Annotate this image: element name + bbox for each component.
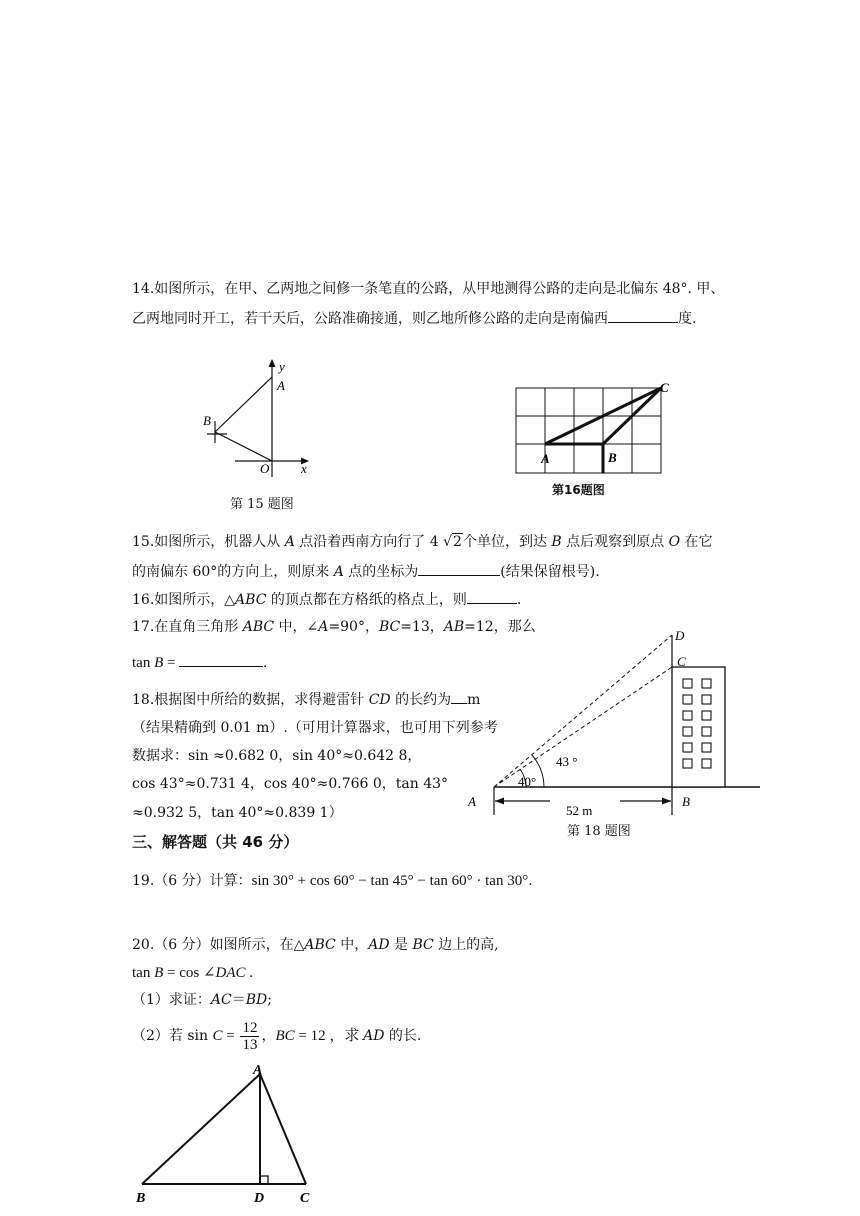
fig16-label-c: C — [660, 380, 669, 395]
q20-math: . — [245, 965, 254, 981]
q15-text: 15.如图所示，机器人从 — [132, 534, 285, 550]
q15-text: 点后观察到原点 — [561, 534, 669, 550]
q14-text2b: 度. — [678, 311, 697, 327]
q20-text: 边上的高, — [433, 937, 499, 953]
q15-line2 — [132, 561, 600, 582]
q20-text: （1）求证： — [132, 992, 211, 1008]
q20-var: AD — [368, 937, 390, 953]
q14-line1 — [132, 279, 724, 299]
fig18-label-b: B — [682, 794, 690, 809]
q20-text: 是 — [389, 937, 413, 953]
q19-expression: sin 30° + cos 60° − tan 45° − tan 60° · tan 30° — [251, 873, 529, 889]
q20-var: C — [212, 1028, 223, 1044]
q20-line2 — [132, 963, 253, 983]
q15-point-a: A — [333, 564, 344, 580]
q17-var: ABC — [242, 619, 275, 635]
q18-line2: （结果精确到 0.01 m）.（可用计算器求，也可用下列参考 — [132, 720, 498, 736]
fig18-label-dist: 52 m — [566, 803, 593, 818]
q15-sqrt-value: 2 — [453, 534, 462, 550]
q16-answer-blank[interactable] — [467, 589, 517, 604]
q18-text: 的长约为 — [390, 692, 452, 708]
fig18-building — [672, 667, 725, 787]
q17-period: . — [263, 655, 267, 671]
q17-answer-blank[interactable] — [179, 652, 263, 667]
fig18-label-d: D — [675, 628, 685, 643]
q15-text: 在它 — [680, 534, 713, 550]
q20-text: 20.（6 分）如图所示，在△ — [132, 937, 305, 953]
q18-cd: CD — [368, 692, 391, 708]
q20-var: BC — [412, 937, 434, 953]
section-heading: 三、解答题（共 46 分） — [132, 833, 299, 851]
q14-text1: 14.如图所示，在甲、乙两地之间修一条笔直的公路，从甲地测得公路的走向是北偏东 48°. 甲、 — [132, 281, 725, 297]
q20-text: ＝ — [231, 992, 246, 1008]
q17-text: =12，那么 — [464, 619, 536, 635]
fig15-label-y: y — [279, 359, 285, 374]
q20-text: 中， — [335, 937, 369, 953]
fig15-segment-bo — [215, 432, 272, 461]
q17-text: =90°， — [328, 619, 379, 635]
q20-line1 — [132, 935, 499, 955]
fig18-label-angle40: 40° — [518, 774, 537, 789]
q15-text: 点沿着西南方向行了 4 — [294, 534, 444, 550]
figure-18 — [462, 625, 767, 830]
q17-text: 17.在直角三角形 — [132, 619, 243, 635]
q17-var-b: B — [154, 655, 164, 671]
fig20-segment-ac — [260, 1074, 306, 1184]
fig16-caption: 第16题图 — [552, 483, 605, 497]
q18-line4: cos 43°≈0.731 4，cos 40°≈0.766 0，tan 43° — [132, 776, 449, 792]
q16-text: 16.如图所示，△ — [132, 592, 236, 608]
q17-equals: = — [163, 655, 180, 671]
q19-label: 19.（6 分）计算： — [132, 873, 252, 889]
q16-triangle: ABC — [235, 592, 267, 608]
fig18-label-c: C — [677, 654, 686, 669]
fig15-label-o: O — [260, 461, 270, 476]
q20-math: = 12 ，求 — [294, 1028, 364, 1044]
q18-line3: 数据求：sin ≈0.682 0，sin 40°≈0.642 8， — [132, 748, 422, 764]
q18-unit: m — [467, 692, 481, 708]
q20-fraction-numerator: 12 — [242, 1019, 258, 1036]
fig18-sightline-d — [494, 635, 672, 787]
q18-line5: ≈0.932 5，tan 40°≈0.839 1） — [132, 805, 343, 821]
fig20-right-angle-mark — [260, 1176, 268, 1184]
q19-period: . — [528, 873, 533, 889]
fig20-segment-ba — [142, 1074, 260, 1184]
fig16-grid — [516, 388, 661, 473]
q20-math: = — [222, 1028, 239, 1044]
q20-text: ; — [267, 992, 272, 1008]
fig20-label-d: D — [254, 1191, 265, 1206]
q15-point-a: A — [284, 534, 295, 550]
fig20-label-a: A — [253, 1063, 263, 1078]
q16-line — [132, 589, 521, 610]
q17-text: =13， — [400, 619, 444, 635]
fig18-label-a: A — [468, 794, 476, 809]
fig18-arrowhead-left — [495, 798, 504, 805]
q15-text: 个单位，到达 — [462, 534, 552, 550]
q15-point-o: O — [668, 534, 681, 550]
q20-math: = cos ∠ — [163, 965, 216, 981]
q20-var: DAC — [215, 965, 246, 981]
q20-line4 — [132, 1018, 421, 1054]
q18-text: 18.根据图中所给的数据，求得避雷针 — [132, 692, 369, 708]
fig16-label-a: A — [541, 451, 550, 466]
q16-text: . — [516, 592, 522, 608]
q20-fraction — [240, 1020, 259, 1053]
q20-text: 的长. — [384, 1028, 422, 1044]
q17-equation — [132, 652, 267, 673]
q20-var: BC — [275, 1028, 295, 1044]
q20-math: tan — [132, 965, 155, 981]
q17-var: A — [318, 619, 329, 635]
q20-var: AC — [210, 992, 232, 1008]
fig16-label-b: B — [608, 450, 617, 465]
fig18-arrowhead-right — [662, 798, 671, 805]
figure-16 — [510, 380, 680, 480]
fig15-label-x: x — [301, 461, 307, 476]
fig20-label-c: C — [300, 1191, 310, 1206]
q15-answer-blank[interactable] — [418, 561, 500, 576]
q20-line3 — [132, 990, 272, 1010]
q17-var: BC — [378, 619, 401, 635]
q17-text: 中，∠ — [274, 619, 319, 635]
figure-20 — [128, 1062, 323, 1210]
fig18-label-angle43: 43 ° — [556, 754, 578, 769]
q15-text: (结果保留根号). — [500, 564, 600, 580]
q14-text2a: 乙两地同时开工，若干天后，公路准确接通，则乙地所修公路的走向是南偏西 — [132, 311, 608, 327]
q20-text: ， — [261, 1028, 276, 1044]
q15-text: 点的坐标为 — [343, 564, 419, 580]
q19-line — [132, 871, 533, 891]
fig20-label-b: B — [136, 1191, 146, 1206]
fig15-label-b: B — [203, 413, 211, 428]
figure-15 — [195, 355, 315, 485]
fig15-y-arrow — [269, 359, 276, 367]
q15-line1: 15.如图所示，机器人从 A 点沿着西南方向行了 4 √2个单位，到达 B 点后观察到原点 O 在它 — [132, 534, 713, 550]
q18-line1 — [132, 689, 480, 710]
q16-text: 的顶点都在方格纸的格点上，则 — [266, 592, 467, 608]
q15-text: 的南偏东 60°的方向上，则原来 — [132, 564, 334, 580]
fig15-segment-ab — [215, 377, 272, 432]
q17-var: AB — [443, 619, 465, 635]
q20-fraction-denominator: 13 — [242, 1036, 258, 1053]
q20-text: （2）若 sin — [132, 1028, 213, 1044]
q17-tan: tan — [132, 655, 155, 671]
q14-line2 — [132, 308, 696, 329]
q15-point-b: B — [551, 534, 562, 550]
fig18-caption: 第 18 题图 — [567, 824, 631, 839]
fig15-label-a: A — [277, 378, 285, 393]
q20-var: BD — [245, 992, 268, 1008]
fig18-sightline-c — [494, 667, 672, 787]
fig15-caption: 第 15 题图 — [230, 497, 294, 512]
q14-answer-blank[interactable] — [608, 308, 678, 323]
q20-var: ABC — [304, 937, 336, 953]
q20-var: AD — [363, 1028, 385, 1044]
q20-var: B — [154, 965, 164, 981]
